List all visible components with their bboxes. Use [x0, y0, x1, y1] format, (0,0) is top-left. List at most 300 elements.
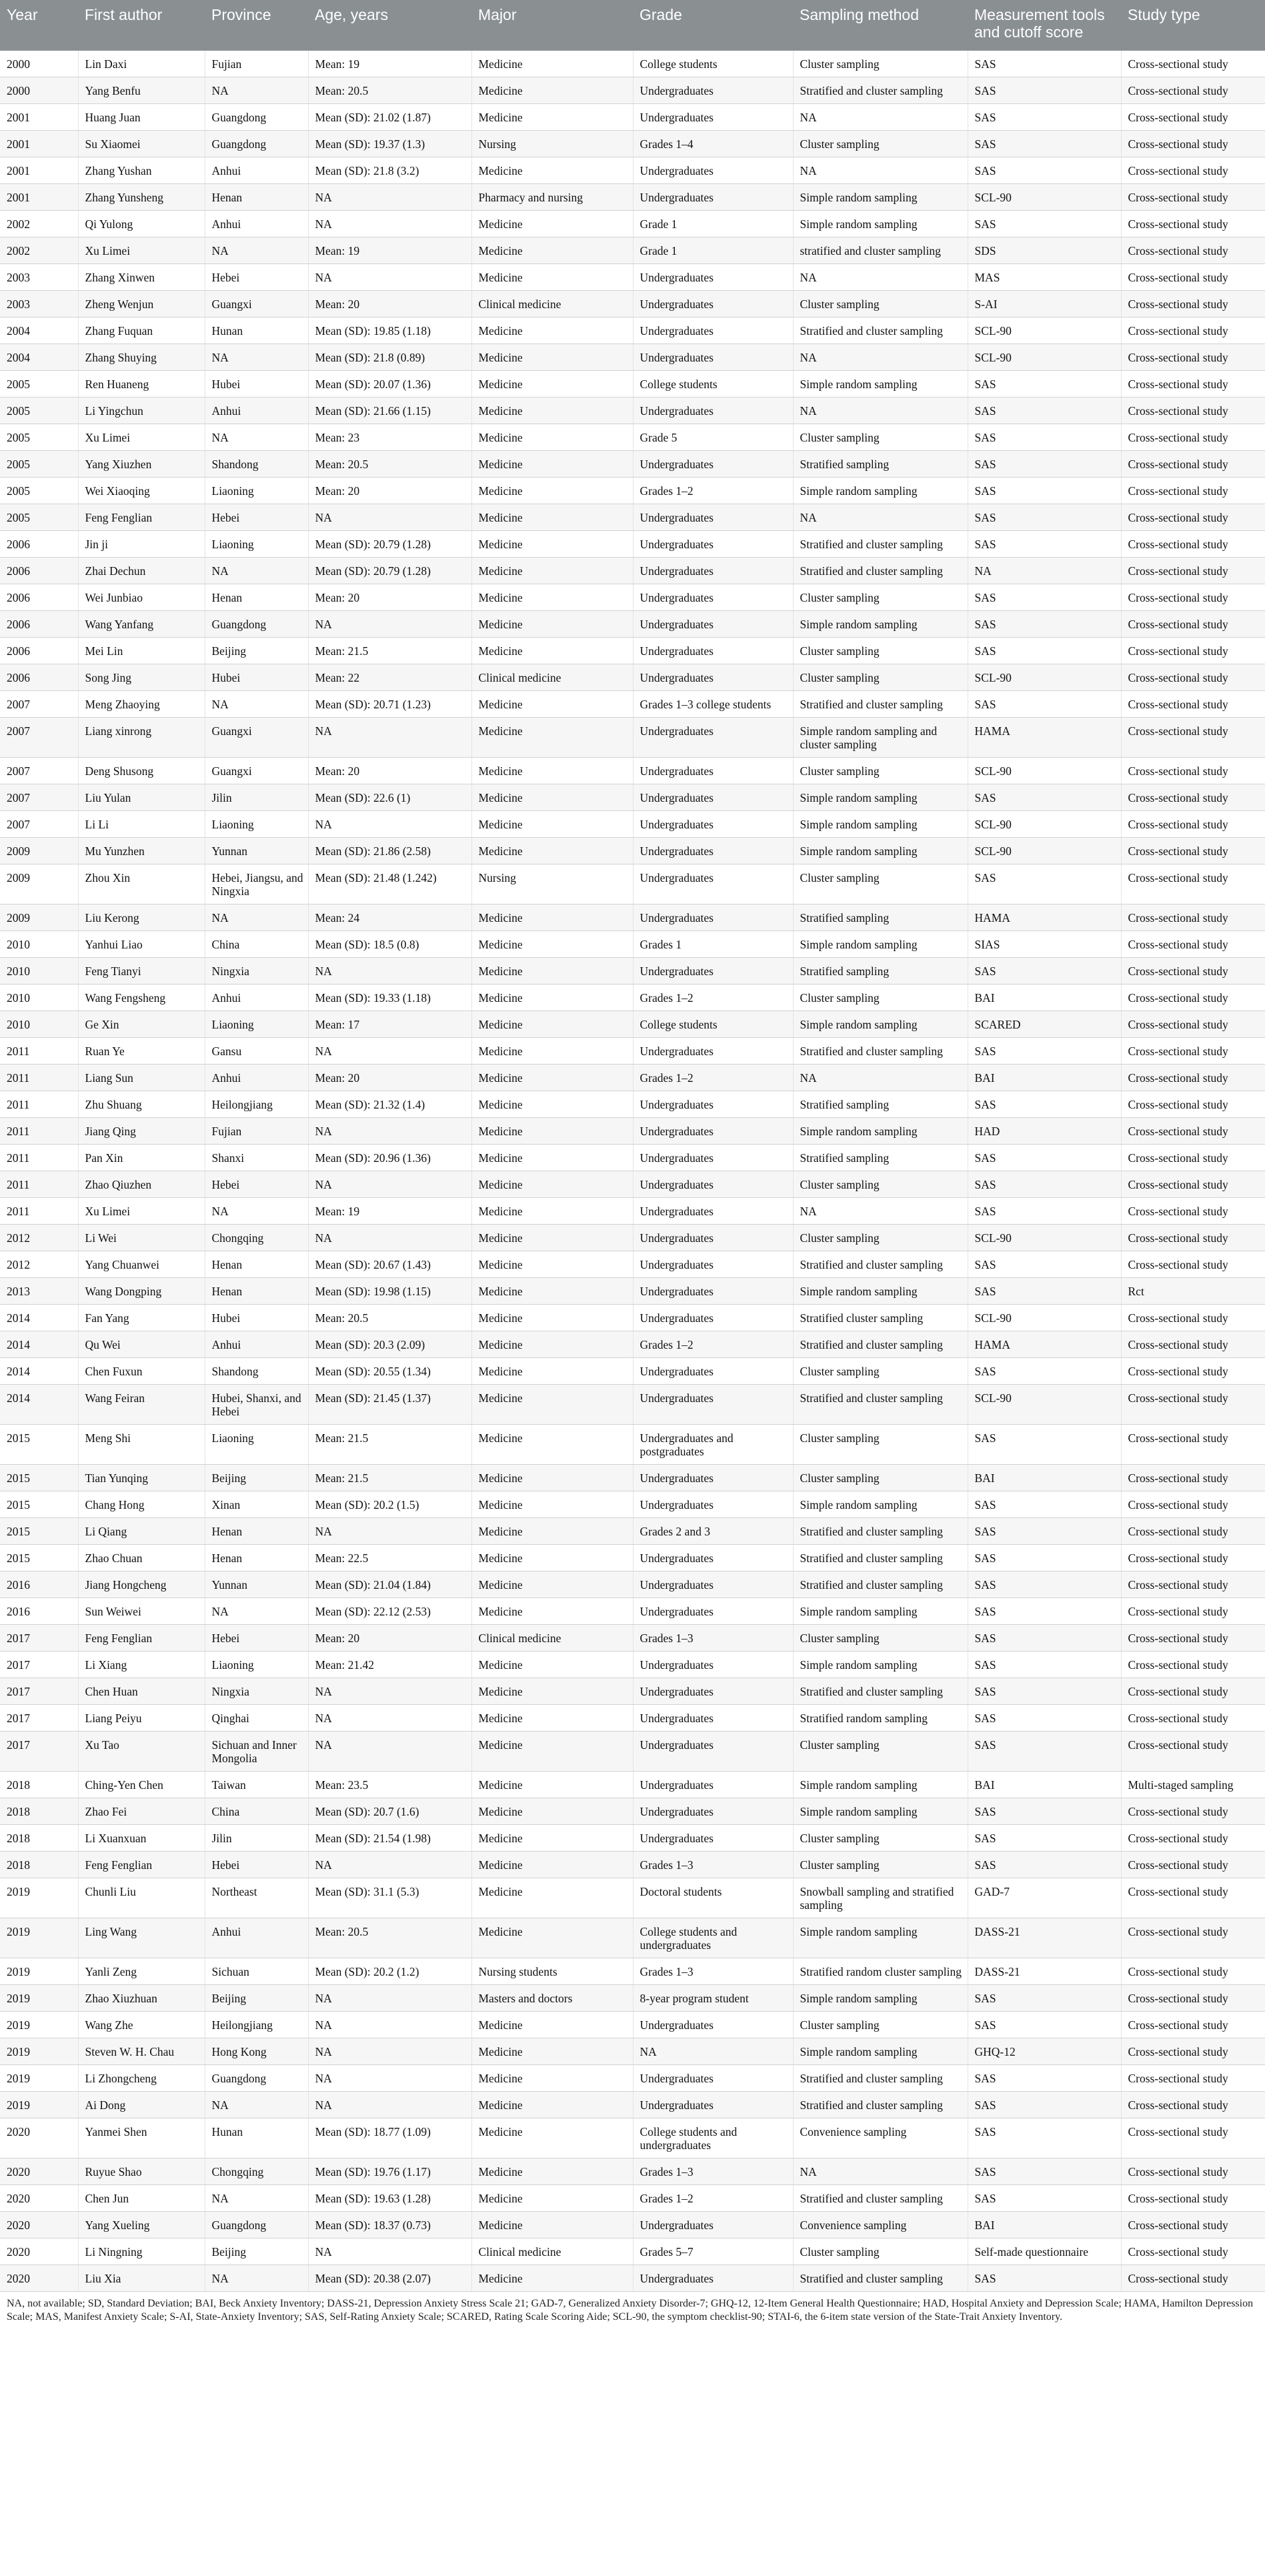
- cell-sampling-method: Simple random sampling: [793, 1278, 968, 1305]
- cell-sampling-method: NA: [793, 157, 968, 184]
- table-row: [0, 1545, 1265, 1571]
- cell-grade: College students: [633, 51, 793, 77]
- table-row: [0, 2238, 1265, 2265]
- cell-first-author: Li Xiang: [78, 1652, 205, 1678]
- cell-age-years: Mean: 20: [308, 478, 471, 504]
- cell-year: 2011: [0, 1091, 78, 1118]
- cell-age-years: NA: [308, 1118, 471, 1145]
- cell-major: Medicine: [471, 1305, 633, 1331]
- cell-year: 2010: [0, 958, 78, 985]
- cell-study-type: Cross-sectional study: [1121, 2185, 1265, 2212]
- cell-grade: Undergraduates: [633, 864, 793, 904]
- cell-major: Medicine: [471, 478, 633, 504]
- cell-province: Sichuan: [205, 1958, 308, 1985]
- cell-age-years: NA: [308, 1985, 471, 2012]
- cell-grade: Undergraduates: [633, 718, 793, 758]
- cell-province: Liaoning: [205, 478, 308, 504]
- cell-province: Hubei, Shanxi, and Hebei: [205, 1385, 308, 1425]
- cell-grade: Grades 1–3: [633, 1958, 793, 1985]
- cell-age-years: Mean: 20: [308, 584, 471, 611]
- cell-first-author: Meng Zhaoying: [78, 691, 205, 718]
- cell-major: Medicine: [471, 931, 633, 958]
- cell-study-type: Cross-sectional study: [1121, 1732, 1265, 1772]
- cell-sampling-method: Simple random sampling: [793, 478, 968, 504]
- cell-province: Hebei: [205, 264, 308, 291]
- cell-year: 2012: [0, 1225, 78, 1251]
- cell-major: Medicine: [471, 1852, 633, 1878]
- cell-measurement-tools: SAS: [968, 638, 1121, 664]
- cell-study-type: Cross-sectional study: [1121, 2092, 1265, 2118]
- cell-first-author: Chang Hong: [78, 1491, 205, 1518]
- cell-first-author: Ai Dong: [78, 2092, 205, 2118]
- cell-first-author: Wang Dongping: [78, 1278, 205, 1305]
- cell-grade: Undergraduates: [633, 558, 793, 584]
- cell-sampling-method: Cluster sampling: [793, 584, 968, 611]
- cell-year: 2013: [0, 1278, 78, 1305]
- cell-year: 2014: [0, 1331, 78, 1358]
- cell-sampling-method: Simple random sampling: [793, 184, 968, 211]
- cell-study-type: Cross-sectional study: [1121, 611, 1265, 638]
- cell-study-type: Cross-sectional study: [1121, 1465, 1265, 1491]
- cell-age-years: NA: [308, 1732, 471, 1772]
- cell-measurement-tools: SAS: [968, 1678, 1121, 1705]
- cell-first-author: Li Yingchun: [78, 398, 205, 424]
- column-header-study-type: Study type: [1121, 0, 1265, 51]
- cell-first-author: Deng Shusong: [78, 758, 205, 784]
- cell-age-years: Mean (SD): 20.96 (1.36): [308, 1145, 471, 1171]
- table-row: [0, 1798, 1265, 1825]
- cell-year: 2009: [0, 904, 78, 931]
- cell-study-type: Cross-sectional study: [1121, 864, 1265, 904]
- cell-grade: Undergraduates: [633, 1251, 793, 1278]
- table-row: [0, 1251, 1265, 1278]
- cell-measurement-tools: HAD: [968, 1118, 1121, 1145]
- cell-measurement-tools: SCL-90: [968, 664, 1121, 691]
- cell-measurement-tools: SAS: [968, 1278, 1121, 1305]
- cell-sampling-method: Snowball sampling and stratified sampling: [793, 1878, 968, 1918]
- cell-age-years: Mean: 20: [308, 291, 471, 317]
- cell-year: 2015: [0, 1545, 78, 1571]
- cell-grade: Undergraduates: [633, 1732, 793, 1772]
- cell-study-type: Cross-sectional study: [1121, 2158, 1265, 2185]
- column-header-grade: Grade: [633, 0, 793, 51]
- cell-year: 2014: [0, 1358, 78, 1385]
- table-footnote: NA, not available; SD, Standard Deviation; BAI, Beck Anxiety Inventory; DASS-21, Depression Anxiety Stress Scale 21; GAD-7, Generalized Anxiety Disorder-7; GHQ-12, 12-Item General Health Questionnaire; HAD, Hospital Anxiety and Depression Scale; HAMA, Hamilton Depression Scale; MAS, Manifest Anxiety Scale; S-AI, State-Anxiety Inventory; SAS, Self-Rating Anxiety Scale; SCARED, Rating Scale Scoring Aide; SCL-90, the symptom checklist-90; STAI-6, the 6-item state version of the State-Trait Anxiety Inventory.: [7, 2298, 1254, 2323]
- cell-year: 2010: [0, 985, 78, 1011]
- cell-study-type: Cross-sectional study: [1121, 2265, 1265, 2292]
- cell-sampling-method: Cluster sampling: [793, 664, 968, 691]
- cell-study-type: Cross-sectional study: [1121, 424, 1265, 451]
- cell-year: 2011: [0, 1038, 78, 1065]
- cell-year: 2017: [0, 1705, 78, 1732]
- cell-grade: Undergraduates: [633, 504, 793, 531]
- cell-first-author: Ching-Yen Chen: [78, 1772, 205, 1798]
- cell-province: Hebei, Jiangsu, and Ningxia: [205, 864, 308, 904]
- cell-year: 2010: [0, 931, 78, 958]
- cell-measurement-tools: SCL-90: [968, 317, 1121, 344]
- cell-province: NA: [205, 2265, 308, 2292]
- cell-major: Masters and doctors: [471, 1985, 633, 2012]
- cell-sampling-method: Simple random sampling: [793, 1491, 968, 1518]
- cell-sampling-method: Simple random sampling: [793, 1985, 968, 2012]
- cell-grade: Undergraduates: [633, 2065, 793, 2092]
- cell-first-author: Jiang Hongcheng: [78, 1571, 205, 1598]
- cell-first-author: Tian Yunqing: [78, 1465, 205, 1491]
- cell-measurement-tools: SAS: [968, 1652, 1121, 1678]
- cell-major: Medicine: [471, 1118, 633, 1145]
- cell-age-years: Mean (SD): 20.55 (1.34): [308, 1358, 471, 1385]
- cell-study-type: Cross-sectional study: [1121, 317, 1265, 344]
- cell-province: Hubei: [205, 371, 308, 398]
- cell-measurement-tools: SAS: [968, 1798, 1121, 1825]
- cell-year: 2010: [0, 1011, 78, 1038]
- cell-grade: Grades 1–3: [633, 2158, 793, 2185]
- cell-province: Beijing: [205, 638, 308, 664]
- cell-measurement-tools: SCL-90: [968, 758, 1121, 784]
- cell-measurement-tools: SAS: [968, 1491, 1121, 1518]
- cell-province: Sichuan and Inner Mongolia: [205, 1732, 308, 1772]
- cell-year: 2019: [0, 1958, 78, 1985]
- cell-study-type: Cross-sectional study: [1121, 131, 1265, 157]
- cell-grade: Undergraduates: [633, 638, 793, 664]
- cell-year: 2018: [0, 1772, 78, 1798]
- cell-study-type: Cross-sectional study: [1121, 1425, 1265, 1465]
- cell-study-type: Cross-sectional study: [1121, 931, 1265, 958]
- cell-major: Medicine: [471, 904, 633, 931]
- cell-year: 2006: [0, 584, 78, 611]
- cell-major: Medicine: [471, 1798, 633, 1825]
- cell-sampling-method: Stratified and cluster sampling: [793, 558, 968, 584]
- cell-measurement-tools: SAS: [968, 1145, 1121, 1171]
- cell-sampling-method: NA: [793, 398, 968, 424]
- cell-major: Medicine: [471, 1251, 633, 1278]
- cell-major: Medicine: [471, 1545, 633, 1571]
- cell-measurement-tools: SAS: [968, 1625, 1121, 1652]
- table-row: [0, 1065, 1265, 1091]
- cell-first-author: Xu Tao: [78, 1732, 205, 1772]
- cell-sampling-method: Simple random sampling and cluster sampling: [793, 718, 968, 758]
- cell-province: Henan: [205, 1518, 308, 1545]
- cell-province: Anhui: [205, 211, 308, 237]
- table-row: [0, 1958, 1265, 1985]
- cell-grade: Undergraduates: [633, 344, 793, 371]
- cell-sampling-method: Simple random sampling: [793, 1798, 968, 1825]
- cell-sampling-method: Stratified sampling: [793, 904, 968, 931]
- cell-province: Chongqing: [205, 1225, 308, 1251]
- cell-age-years: NA: [308, 184, 471, 211]
- cell-grade: College students: [633, 1011, 793, 1038]
- cell-province: Anhui: [205, 398, 308, 424]
- cell-measurement-tools: BAI: [968, 1465, 1121, 1491]
- cell-major: Medicine: [471, 985, 633, 1011]
- cell-study-type: Cross-sectional study: [1121, 77, 1265, 104]
- cell-major: Medicine: [471, 2065, 633, 2092]
- cell-study-type: Cross-sectional study: [1121, 1118, 1265, 1145]
- cell-grade: Undergraduates: [633, 317, 793, 344]
- cell-age-years: NA: [308, 718, 471, 758]
- cell-major: Medicine: [471, 2118, 633, 2158]
- cell-province: NA: [205, 344, 308, 371]
- cell-first-author: Zhang Xinwen: [78, 264, 205, 291]
- cell-sampling-method: Cluster sampling: [793, 638, 968, 664]
- cell-year: 2011: [0, 1198, 78, 1225]
- cell-province: Beijing: [205, 1465, 308, 1491]
- table-row: [0, 611, 1265, 638]
- cell-first-author: Zhang Yushan: [78, 157, 205, 184]
- cell-major: Medicine: [471, 1358, 633, 1385]
- cell-year: 2001: [0, 104, 78, 131]
- table-row: [0, 104, 1265, 131]
- cell-sampling-method: Stratified and cluster sampling: [793, 691, 968, 718]
- cell-sampling-method: Stratified and cluster sampling: [793, 1545, 968, 1571]
- cell-first-author: Ruan Ye: [78, 1038, 205, 1065]
- cell-sampling-method: Cluster sampling: [793, 2238, 968, 2265]
- cell-study-type: Cross-sectional study: [1121, 1198, 1265, 1225]
- header-row: [0, 0, 1265, 51]
- cell-grade: Grade 1: [633, 237, 793, 264]
- cell-measurement-tools: BAI: [968, 1772, 1121, 1798]
- cell-grade: Undergraduates: [633, 291, 793, 317]
- cell-sampling-method: Simple random sampling: [793, 1772, 968, 1798]
- cell-first-author: Ge Xin: [78, 1011, 205, 1038]
- cell-sampling-method: Cluster sampling: [793, 1852, 968, 1878]
- cell-province: China: [205, 931, 308, 958]
- cell-province: Anhui: [205, 985, 308, 1011]
- cell-first-author: Fan Yang: [78, 1305, 205, 1331]
- cell-year: 2000: [0, 51, 78, 77]
- cell-measurement-tools: SAS: [968, 1985, 1121, 2012]
- cell-first-author: Yanli Zeng: [78, 1958, 205, 1985]
- cell-age-years: NA: [308, 504, 471, 531]
- cell-study-type: Cross-sectional study: [1121, 398, 1265, 424]
- cell-province: Henan: [205, 584, 308, 611]
- cell-first-author: Liang xinrong: [78, 718, 205, 758]
- cell-major: Medicine: [471, 1732, 633, 1772]
- column-header-sampling-method: Sampling method: [793, 0, 968, 51]
- table-row: [0, 1625, 1265, 1652]
- cell-first-author: Chunli Liu: [78, 1878, 205, 1918]
- table-row: [0, 1278, 1265, 1305]
- cell-study-type: Cross-sectional study: [1121, 1852, 1265, 1878]
- table-row: [0, 1918, 1265, 1958]
- cell-major: Clinical medicine: [471, 2238, 633, 2265]
- cell-province: Anhui: [205, 1918, 308, 1958]
- cell-first-author: Zhang Yunsheng: [78, 184, 205, 211]
- cell-province: Anhui: [205, 1331, 308, 1358]
- cell-measurement-tools: SAS: [968, 131, 1121, 157]
- cell-major: Medicine: [471, 531, 633, 558]
- cell-age-years: NA: [308, 264, 471, 291]
- cell-measurement-tools: SAS: [968, 77, 1121, 104]
- cell-grade: Undergraduates: [633, 838, 793, 864]
- cell-first-author: Yang Xueling: [78, 2212, 205, 2238]
- cell-major: Nursing: [471, 131, 633, 157]
- cell-grade: Grades 1–3: [633, 1852, 793, 1878]
- cell-sampling-method: Cluster sampling: [793, 1171, 968, 1198]
- table-row: [0, 371, 1265, 398]
- cell-age-years: Mean: 22.5: [308, 1545, 471, 1571]
- cell-age-years: Mean (SD): 21.8 (0.89): [308, 344, 471, 371]
- cell-first-author: Feng Fenglian: [78, 1852, 205, 1878]
- table-row: [0, 1011, 1265, 1038]
- cell-province: Hebei: [205, 504, 308, 531]
- cell-measurement-tools: SAS: [968, 2065, 1121, 2092]
- table-row: [0, 1678, 1265, 1705]
- cell-province: NA: [205, 77, 308, 104]
- cell-age-years: NA: [308, 2092, 471, 2118]
- cell-study-type: Cross-sectional study: [1121, 1518, 1265, 1545]
- table-row: [0, 838, 1265, 864]
- cell-year: 2020: [0, 2265, 78, 2292]
- cell-first-author: Liang Peiyu: [78, 1705, 205, 1732]
- cell-major: Medicine: [471, 2012, 633, 2038]
- cell-measurement-tools: SAS: [968, 1251, 1121, 1278]
- cell-year: 2017: [0, 1732, 78, 1772]
- cell-year: 2019: [0, 1878, 78, 1918]
- cell-measurement-tools: SAS: [968, 1732, 1121, 1772]
- cell-sampling-method: Simple random sampling: [793, 2038, 968, 2065]
- cell-major: Medicine: [471, 424, 633, 451]
- cell-sampling-method: NA: [793, 104, 968, 131]
- cell-measurement-tools: DASS-21: [968, 1918, 1121, 1958]
- cell-province: Heilongjiang: [205, 1091, 308, 1118]
- cell-age-years: Mean (SD): 21.32 (1.4): [308, 1091, 471, 1118]
- column-header-first-author: First author: [78, 0, 205, 51]
- cell-measurement-tools: SAS: [968, 1852, 1121, 1878]
- cell-grade: Undergraduates: [633, 2012, 793, 2038]
- cell-age-years: NA: [308, 1705, 471, 1732]
- table-row: [0, 1305, 1265, 1331]
- cell-grade: Undergraduates: [633, 1225, 793, 1251]
- cell-province: Hebei: [205, 1625, 308, 1652]
- table-row: [0, 2092, 1265, 2118]
- cell-measurement-tools: SAS: [968, 2092, 1121, 2118]
- table-row: [0, 2118, 1265, 2158]
- cell-sampling-method: Stratified sampling: [793, 1145, 968, 1171]
- table-row: [0, 1571, 1265, 1598]
- cell-year: 2019: [0, 2092, 78, 2118]
- cell-year: 2005: [0, 504, 78, 531]
- cell-study-type: Cross-sectional study: [1121, 264, 1265, 291]
- cell-study-type: Cross-sectional study: [1121, 1545, 1265, 1571]
- cell-year: 2017: [0, 1652, 78, 1678]
- cell-major: Medicine: [471, 1918, 633, 1958]
- table-row: [0, 424, 1265, 451]
- cell-province: Guangxi: [205, 718, 308, 758]
- table-row: [0, 291, 1265, 317]
- cell-first-author: Zhao Fei: [78, 1798, 205, 1825]
- cell-grade: Undergraduates: [633, 1798, 793, 1825]
- cell-study-type: Cross-sectional study: [1121, 985, 1265, 1011]
- cell-study-type: Cross-sectional study: [1121, 904, 1265, 931]
- cell-province: Northeast: [205, 1878, 308, 1918]
- cell-sampling-method: Stratified random sampling: [793, 1705, 968, 1732]
- cell-study-type: Cross-sectional study: [1121, 1385, 1265, 1425]
- table-row: [0, 664, 1265, 691]
- cell-year: 2020: [0, 2212, 78, 2238]
- cell-major: Medicine: [471, 2212, 633, 2238]
- cell-year: 2015: [0, 1491, 78, 1518]
- column-header-year: Year: [0, 0, 78, 51]
- cell-year: 2006: [0, 638, 78, 664]
- cell-age-years: Mean: 20: [308, 1065, 471, 1091]
- cell-first-author: Chen Jun: [78, 2185, 205, 2212]
- cell-age-years: NA: [308, 2038, 471, 2065]
- cell-year: 2020: [0, 2158, 78, 2185]
- table-row: [0, 1145, 1265, 1171]
- cell-age-years: Mean: 19: [308, 237, 471, 264]
- cell-measurement-tools: SAS: [968, 531, 1121, 558]
- cell-year: 2016: [0, 1598, 78, 1625]
- cell-sampling-method: Cluster sampling: [793, 1358, 968, 1385]
- cell-study-type: Cross-sectional study: [1121, 104, 1265, 131]
- cell-year: 2000: [0, 77, 78, 104]
- cell-first-author: Zhao Chuan: [78, 1545, 205, 1571]
- cell-measurement-tools: SCL-90: [968, 1225, 1121, 1251]
- cell-measurement-tools: SAS: [968, 451, 1121, 478]
- cell-age-years: Mean (SD): 20.71 (1.23): [308, 691, 471, 718]
- cell-year: 2020: [0, 2118, 78, 2158]
- cell-age-years: NA: [308, 958, 471, 985]
- cell-age-years: NA: [308, 1038, 471, 1065]
- cell-major: Medicine: [471, 77, 633, 104]
- cell-measurement-tools: HAMA: [968, 718, 1121, 758]
- cell-first-author: Zhang Fuquan: [78, 317, 205, 344]
- cell-first-author: Jiang Qing: [78, 1118, 205, 1145]
- cell-major: Nursing: [471, 864, 633, 904]
- cell-province: Hebei: [205, 1171, 308, 1198]
- cell-age-years: NA: [308, 1678, 471, 1705]
- cell-year: 2014: [0, 1385, 78, 1425]
- cell-province: NA: [205, 558, 308, 584]
- cell-measurement-tools: SAS: [968, 478, 1121, 504]
- cell-province: Jilin: [205, 1825, 308, 1852]
- cell-measurement-tools: SAS: [968, 864, 1121, 904]
- cell-grade: Undergraduates: [633, 451, 793, 478]
- cell-sampling-method: Stratified and cluster sampling: [793, 1678, 968, 1705]
- cell-grade: Undergraduates: [633, 664, 793, 691]
- cell-grade: Undergraduates: [633, 1772, 793, 1798]
- cell-measurement-tools: SCL-90: [968, 344, 1121, 371]
- cell-measurement-tools: SAS: [968, 1705, 1121, 1732]
- table-row: [0, 2265, 1265, 2292]
- cell-year: 2006: [0, 611, 78, 638]
- cell-age-years: Mean: 20.5: [308, 1918, 471, 1958]
- cell-measurement-tools: SAS: [968, 2158, 1121, 2185]
- cell-first-author: Ruyue Shao: [78, 2158, 205, 2185]
- cell-province: Heilongjiang: [205, 2012, 308, 2038]
- cell-age-years: Mean (SD): 31.1 (5.3): [308, 1878, 471, 1918]
- cell-age-years: Mean: 23: [308, 424, 471, 451]
- table-row: [0, 2158, 1265, 2185]
- cell-measurement-tools: SAS: [968, 611, 1121, 638]
- cell-study-type: Cross-sectional study: [1121, 211, 1265, 237]
- cell-grade: Undergraduates: [633, 104, 793, 131]
- cell-first-author: Wang Fengsheng: [78, 985, 205, 1011]
- cell-province: Guangdong: [205, 2212, 308, 2238]
- cell-major: Medicine: [471, 558, 633, 584]
- cell-grade: College students and undergraduates: [633, 2118, 793, 2158]
- table-row: [0, 264, 1265, 291]
- cell-grade: Undergraduates: [633, 958, 793, 985]
- cell-first-author: Jin ji: [78, 531, 205, 558]
- cell-major: Medicine: [471, 1678, 633, 1705]
- cell-grade: Undergraduates: [633, 157, 793, 184]
- cell-age-years: Mean: 17: [308, 1011, 471, 1038]
- cell-province: NA: [205, 1198, 308, 1225]
- cell-major: Clinical medicine: [471, 664, 633, 691]
- cell-age-years: Mean (SD): 22.12 (2.53): [308, 1598, 471, 1625]
